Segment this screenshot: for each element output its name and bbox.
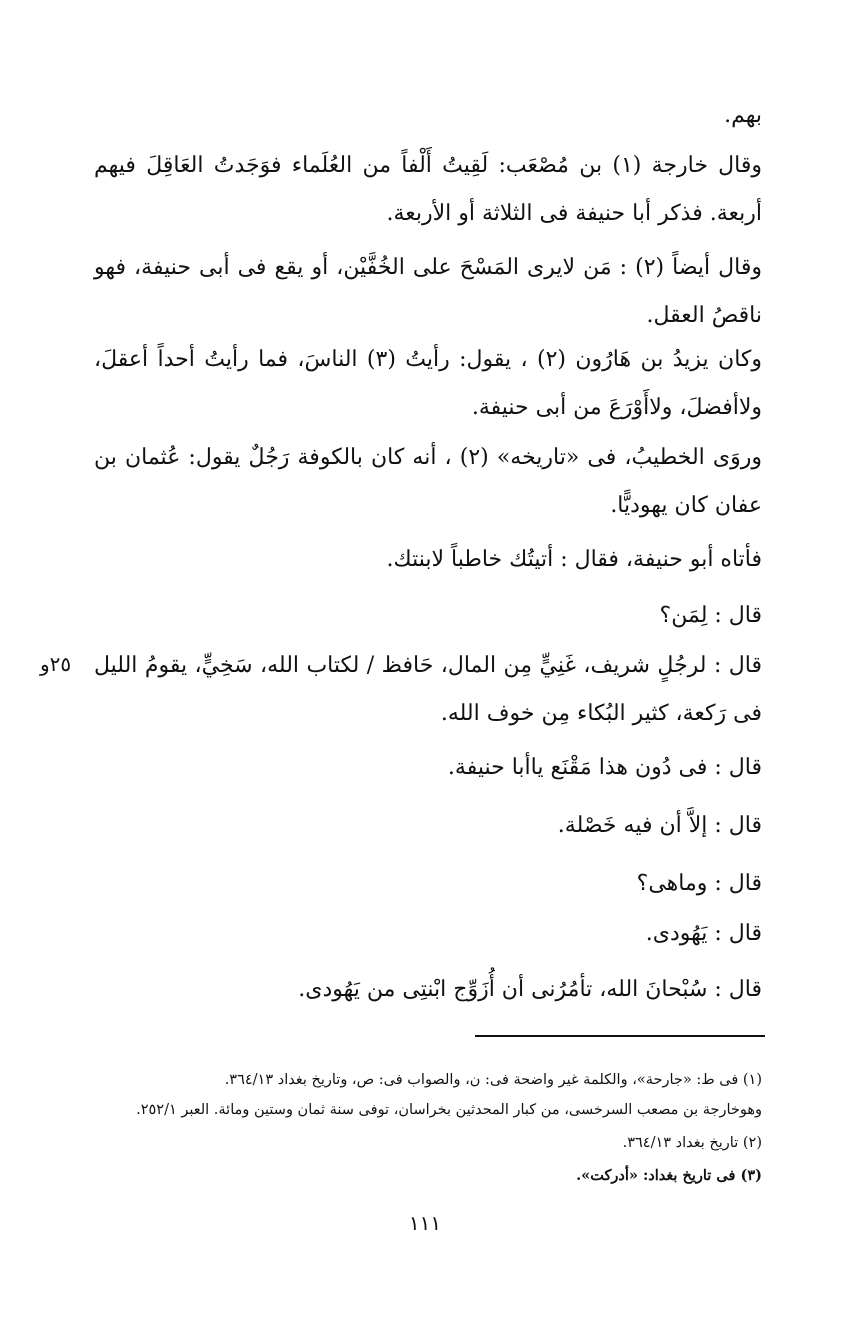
- footnote-separator: [475, 1035, 765, 1037]
- continuation-line: بهم.: [724, 103, 762, 128]
- paragraph-yazid: وكان يزيدُ بن هَارُون (٢) ، يقول: رأيتُ (٣) الناسَ، فما رأيتُ أحداً أعقلَ، ولاأفضلَ، ولاأَوْرَعَ من أبى حنيفة.: [94, 347, 762, 420]
- paragraph-noble-man: قال : لرجُلٍ شريف، غَنِيٍّ مِن المال، حَافظ / لكتاب الله، سَخِيٍّ، يقومُ الليل فى رَكعة، كثير البُكاء مِن خوف الله.: [94, 653, 762, 726]
- paragraph-also-said: وقال أيضاً (٢) : مَن لايرى المَسْحَ على الخُفَّيْن، أو يقع فى أبى حنيفة، فهو ناقصُ العقل.: [94, 255, 762, 328]
- paragraph-khatib: وروَى الخطيبُ، فى «تاريخه» (٢) ، أنه كان بالكوفة رَجُلٌ يقول: عُثمان بن عفان كان يهوديًّا.: [94, 445, 762, 518]
- dialogue-line-6: قال : يَهُودى.: [645, 921, 762, 946]
- page-number: ١١١: [408, 1211, 442, 1235]
- dialogue-line-7: قال : سُبْحانَ الله، تأمُرُنى أن أُزَوِّج ابْنتِى من يَهُودى.: [298, 977, 762, 1002]
- dialogue-line-3: قال : فى دُون هذا مَقْنَع ياأبا حنيفة.: [447, 755, 762, 780]
- footnote-2: (٢) تاريخ بغداد ٣٦٤/١٣.: [622, 1135, 762, 1151]
- footnote-1: (١) فى ط: «جارحة»، والكلمة غير واضحة فى: ن، والصواب فى: ص، وتاريخ بغداد ٣٦٤/١٣.: [224, 1072, 762, 1088]
- paragraph-kharija: وقال خارجة (١) بن مُصْعَب: لَقِيتُ أَلْفاً من العُلَماء فوَجَدتُ العَاقِلَ فيهم أربعة. فذكر أبا حنيفة فى الثلاثة أو الأربعة.: [94, 153, 763, 226]
- footnote-3: (٣) فى تاريخ بغداد: «أدركت».: [576, 1167, 762, 1184]
- dialogue-line-1: فأتاه أبو حنيفة، فقال : أتيتُك خاطباً لابنتك.: [386, 547, 762, 572]
- dialogue-line-2: قال : لِمَن؟: [659, 603, 762, 628]
- dialogue-line-5: قال : وماهى؟: [636, 871, 762, 896]
- margin-folio-marker: ٢٥و: [40, 652, 72, 676]
- dialogue-line-4: قال : إلاَّ أن فيه خَصْلة.: [557, 813, 762, 838]
- footnote-1-continued: وهوخارجة بن مصعب السرخسى، من كبار المحدثين بخراسان، توفى سنة ثمان وستين ومائة. العبر ٢٥٢/١.: [136, 1102, 762, 1118]
